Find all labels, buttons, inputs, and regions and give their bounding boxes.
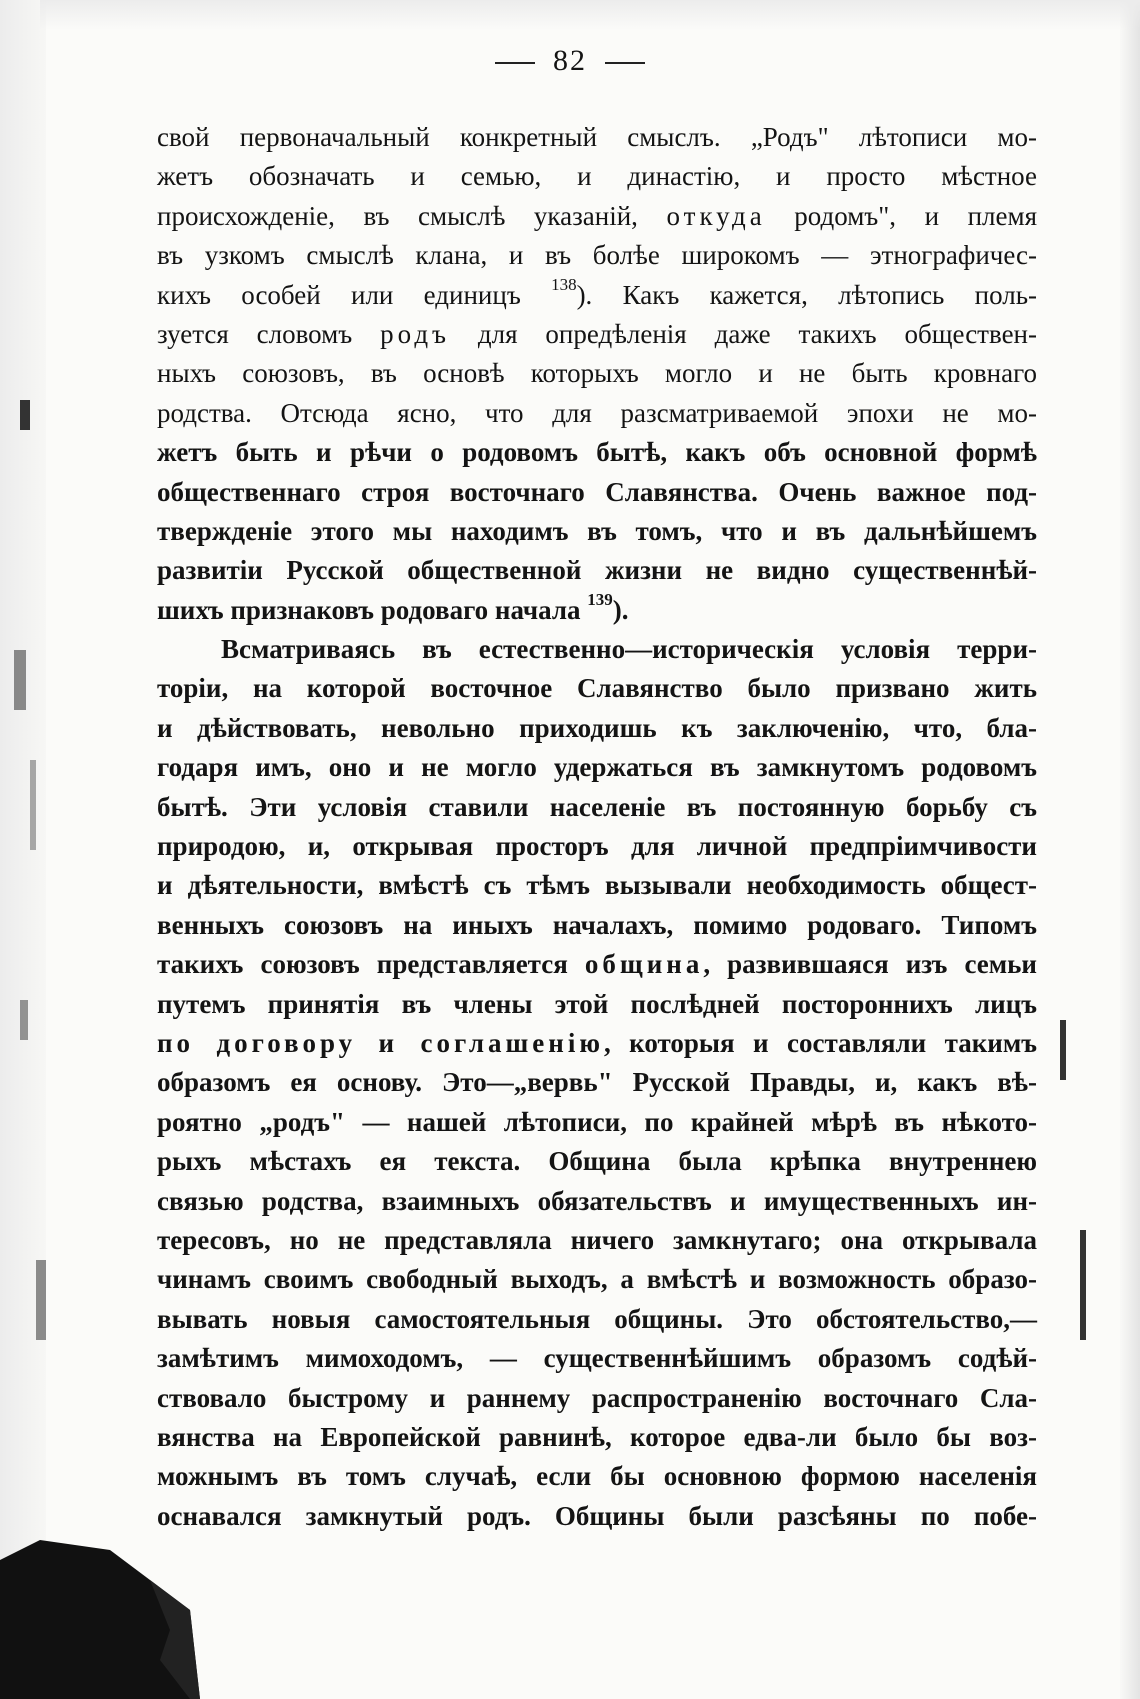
footnote-ref-138: 138 <box>551 274 577 294</box>
text-line: связью родства, взаимныхъ обязательствъ и имущественныхъ ин- <box>157 1185 1037 1216</box>
text-line: рыхъ мѣстахъ ея текста. Община была крѣпка внутреннею <box>157 1146 1037 1177</box>
text-line: свой первоначальный конкретный смыслъ. „Родъ" лѣтописи мо- <box>157 122 1037 152</box>
text-line: твержденіе этого мы находимъ въ томъ, что и въ дальнѣйшемъ <box>157 515 1037 546</box>
text-line: и дѣятельности, вмѣстѣ съ тѣмъ вызывали необходимость общест- <box>157 870 1037 901</box>
text-line: венныхъ союзовъ на иныхъ началахъ, помимо родоваго. Типомъ <box>157 909 1037 940</box>
text-line: развитіи Русской общественной жизни не видно существеннѣй- <box>157 555 1037 586</box>
paragraph-1 <box>157 118 1037 630</box>
text-line: жетъ быть и рѣчи о родовомъ бытѣ, какъ объ основной формѣ <box>157 437 1037 468</box>
text-line: вывать новыя самостоятельныя общины. Это обстоятельство,— <box>157 1303 1037 1334</box>
text-line: такихъ союзовъ представляется община, развившаяся изъ семьи <box>157 949 1037 980</box>
text-line: происхожденіе, въ смыслѣ указаній, откуда родомъ", и племя <box>157 200 1038 231</box>
text-line: путемъ принятія въ члены этой послѣдней постороннихъ лицъ <box>157 988 1037 1019</box>
margin-speckle <box>1080 1230 1086 1340</box>
page-left-edge-shadow <box>0 0 46 1699</box>
header-dash-left <box>495 62 535 64</box>
text-line: торіи, на которой восточное Славянство было призвано жить <box>157 673 1037 704</box>
page-header <box>0 44 1140 78</box>
text-line: замѣтимъ мимоходомъ, — существеннѣйшимъ образомъ содѣй- <box>157 1343 1037 1374</box>
text-line: въ узкомъ смыслѣ клана, и въ болѣе широкомъ — этнографичес- <box>157 240 1037 271</box>
page-number: 82 <box>553 44 587 77</box>
text-line: чинамъ своимъ свободный выходъ, а вмѣстѣ и возможность образо- <box>157 1264 1037 1295</box>
margin-speckle <box>30 760 36 850</box>
page-top-smudge <box>40 0 1140 30</box>
margin-speckle <box>14 650 26 710</box>
text-line: роятно „родъ" — нашей лѣтописи, по крайней мѣрѣ въ нѣкото- <box>157 1106 1037 1137</box>
margin-speckle <box>20 400 30 430</box>
text-line: оснавался замкнутый родъ. Общины были разсѣяны по побе- <box>157 1500 1037 1531</box>
text-line: Всматриваясь въ естественно—историческія условія терри- <box>221 634 1037 665</box>
text-line: можнымъ въ томъ случаѣ, если бы основною формою населенія <box>157 1461 1037 1492</box>
text-line: шихъ признаковъ родоваго начала $^{139}$). <box>157 589 629 625</box>
text-line: ныхъ союзовъ, въ основѣ которыхъ могло и не быть кровнаго <box>157 358 1037 389</box>
footnote-ref-139: 139 <box>587 589 613 609</box>
text-line: тересовъ, но не представляла ничего замкнутаго; она открывала <box>157 1224 1037 1255</box>
text-line: и дѣйствовать, невольно приходишь къ заключенію, что, бла- <box>157 712 1037 743</box>
text-line: кихъ особей или единицъ $^{138}$). Какъ кажется, лѣтопись поль- <box>157 274 1038 310</box>
text-line: вянства на Европейской равнинѣ, которое едва-ли было бы воз- <box>157 1421 1037 1452</box>
paragraph-2 <box>157 630 1037 1536</box>
scan-corner-blot <box>0 1540 200 1699</box>
text-line: природою, и, открывая просторъ для личной предпріимчивости <box>157 831 1037 862</box>
text-line: ствовало быстрому и раннему распространенію восточнаго Сла- <box>157 1382 1037 1413</box>
text-line: зуется словомъ родъ для опредѣленія даже такихъ обществен- <box>157 318 1037 349</box>
text-line: родства. Отсюда ясно, что для разсматриваемой эпохи не мо- <box>157 397 1037 428</box>
text-line: образомъ ея основу. Это—„вервь" Русской Правды, и, какъ вѣ- <box>157 1067 1037 1098</box>
text-line: по договору и соглашенію, которыя и составляли такимъ <box>157 1027 1037 1058</box>
body-text <box>157 118 1037 1536</box>
text-line: бытѣ. Эти условія ставили населеніе въ постоянную борьбу съ <box>157 791 1037 822</box>
margin-speckle <box>1060 1020 1066 1080</box>
text-line: годаря имъ, оно и не могло удержаться въ замкнутомъ родовомъ <box>157 752 1037 783</box>
text-line: общественнаго строя восточнаго Славянства. Очень важное под- <box>157 476 1037 507</box>
text-line: жетъ обозначать и семью, и династію, и просто мѣстное <box>157 161 1037 192</box>
page-right-edge-shadow <box>1120 0 1140 1699</box>
margin-speckle <box>36 1260 46 1340</box>
margin-speckle <box>20 1000 28 1040</box>
header-dash-right <box>605 62 645 64</box>
